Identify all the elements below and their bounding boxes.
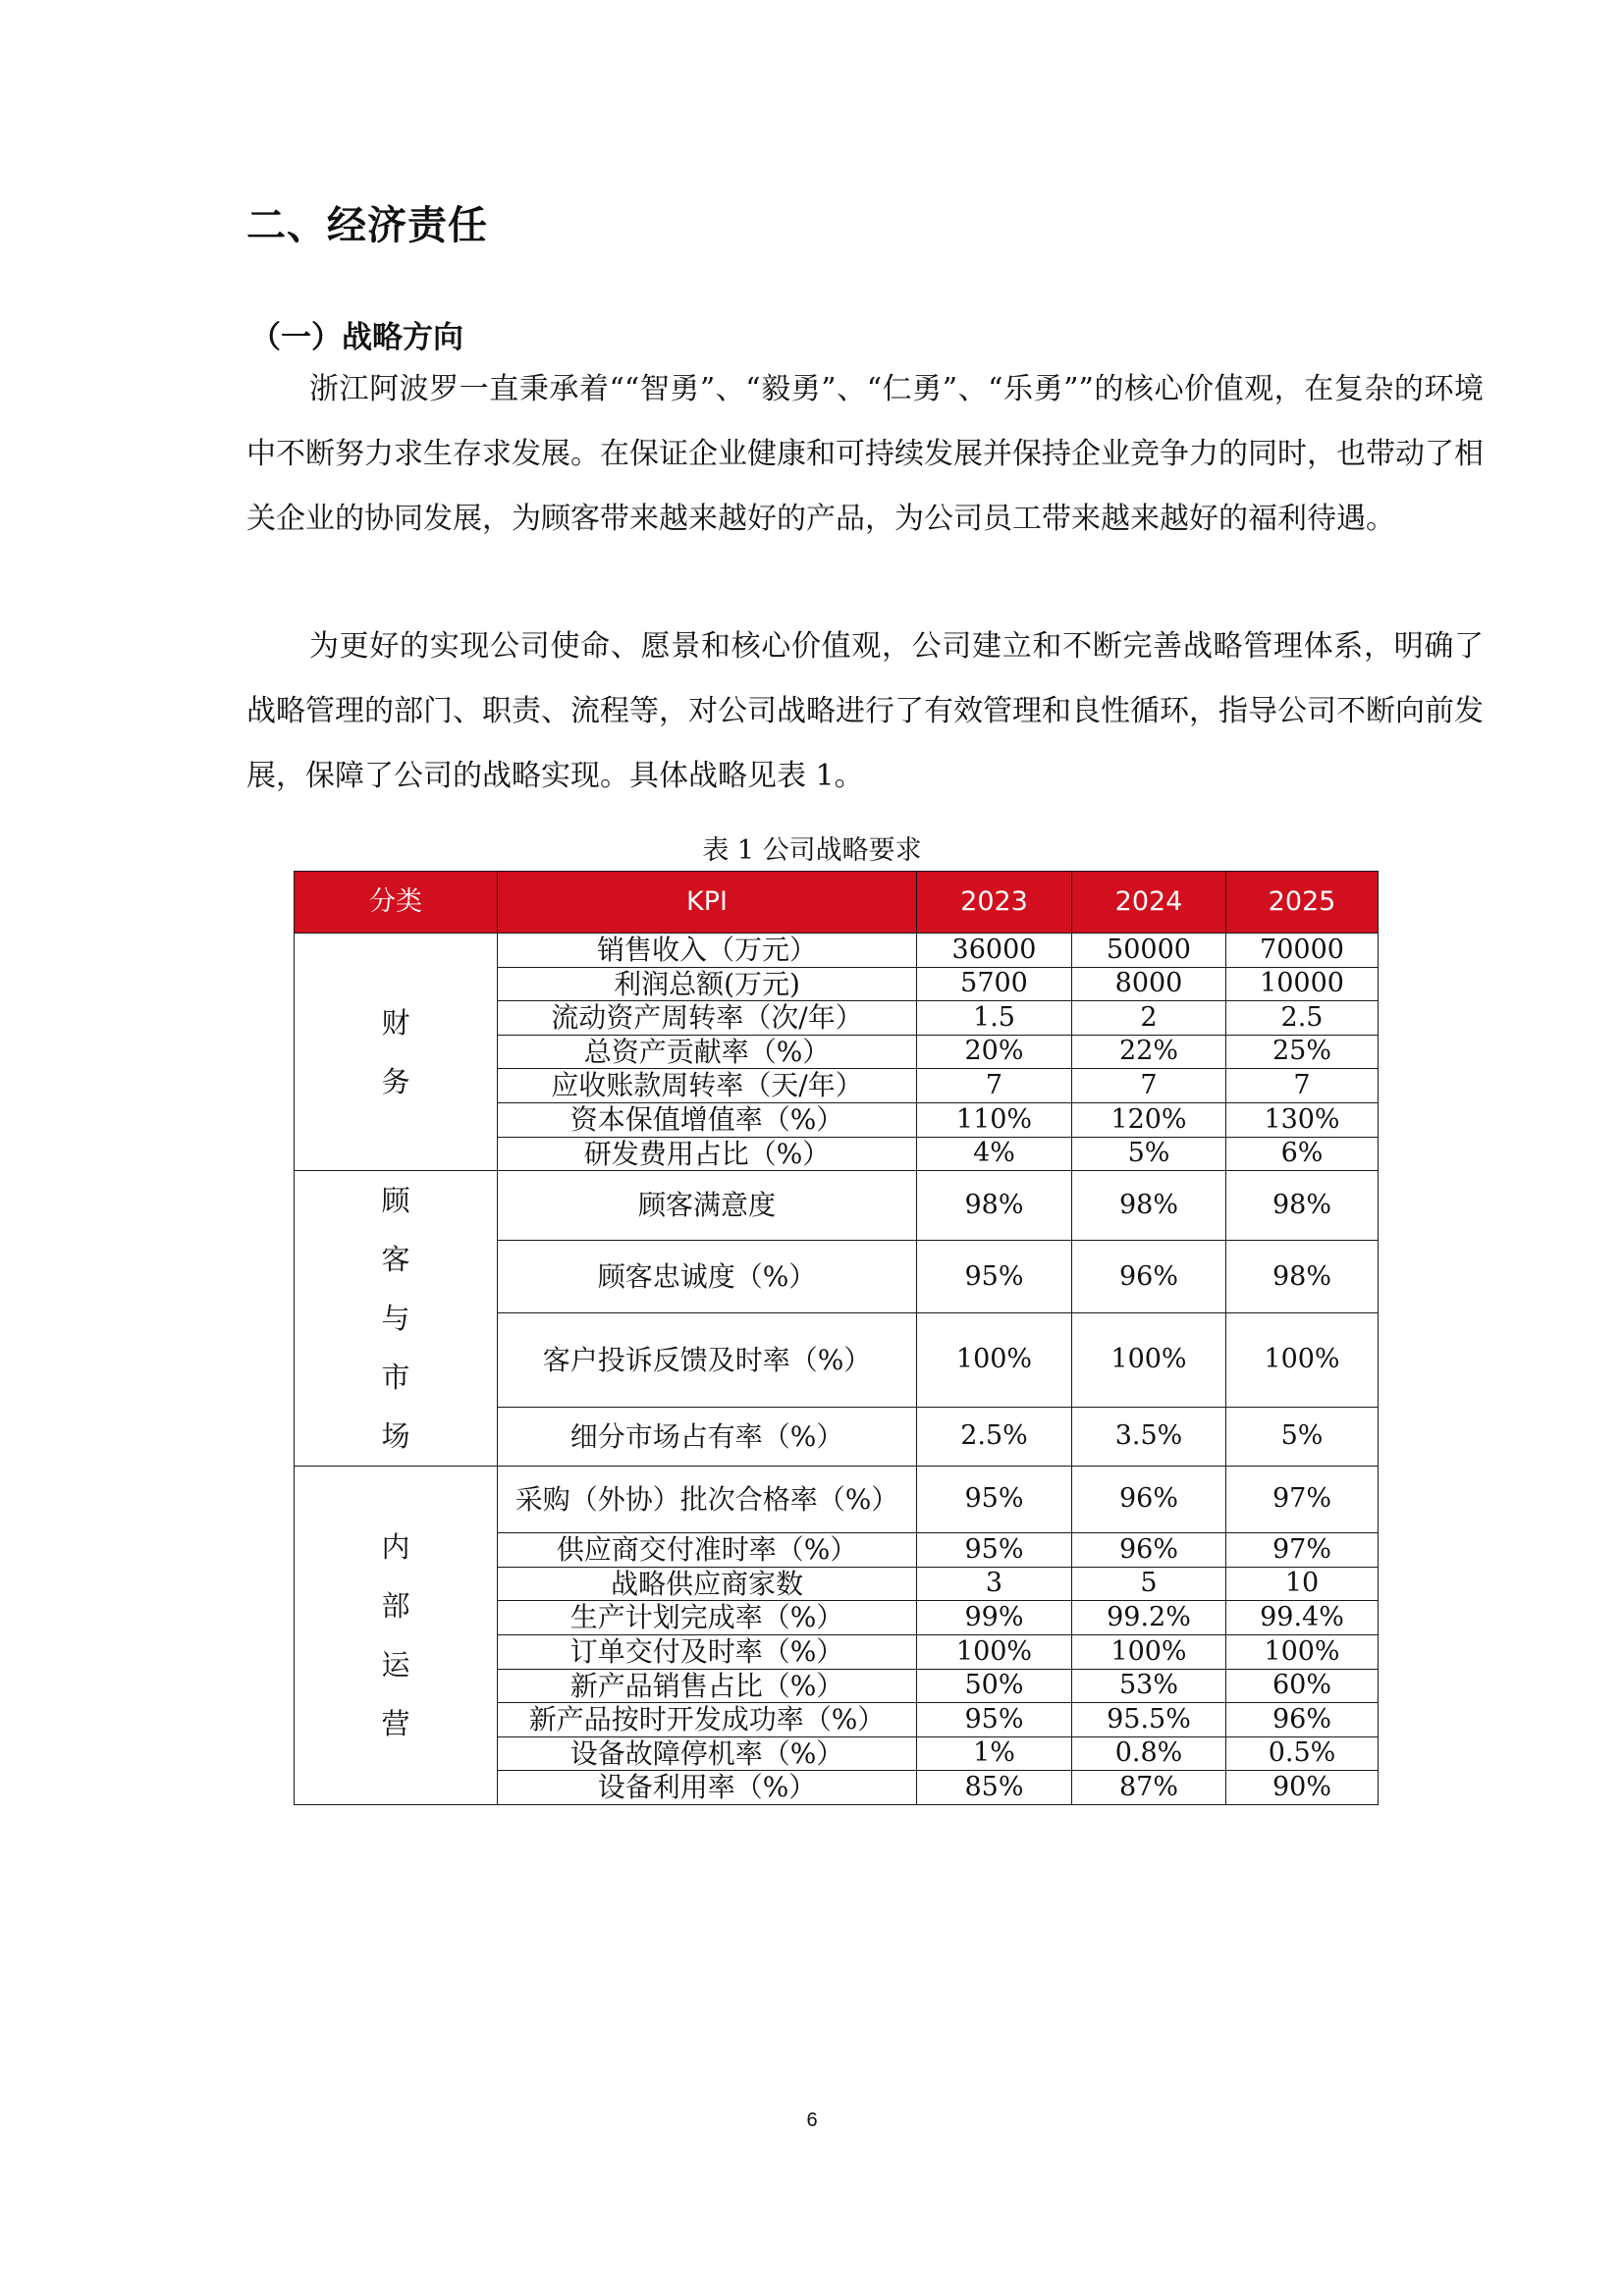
value-2024-cell: 120%	[1072, 1102, 1226, 1137]
table-row	[295, 1171, 1379, 1241]
page-number: 6	[806, 2109, 818, 2131]
value-2024-cell: 96%	[1072, 1467, 1226, 1533]
value-2025-cell: 10000	[1226, 967, 1379, 1001]
value-2024-cell: 96%	[1072, 1241, 1226, 1313]
category-char: 市	[381, 1361, 410, 1395]
value-2025-cell: 60%	[1226, 1669, 1379, 1703]
table-row	[295, 934, 1379, 968]
table-row	[295, 1467, 1379, 1533]
category-char: 运	[381, 1648, 410, 1682]
category-char: 财	[381, 1005, 410, 1040]
category-char: 部	[381, 1589, 410, 1624]
header-category: 分类	[295, 872, 498, 934]
value-2025-cell: 6%	[1226, 1137, 1379, 1171]
subsection-heading: （一）战略方向	[250, 320, 463, 355]
value-2024-cell: 95.5%	[1072, 1703, 1226, 1737]
value-2025-cell: 10	[1226, 1567, 1379, 1601]
kpi-name-cell: 研发费用占比（%）	[498, 1137, 917, 1171]
table-header-row	[295, 872, 1379, 934]
kpi-name-cell: 设备利用率（%）	[498, 1771, 917, 1805]
value-2024-cell: 0.8%	[1072, 1736, 1226, 1771]
kpi-name-cell: 生产计划完成率（%）	[498, 1601, 917, 1635]
value-2025-cell: 0.5%	[1226, 1736, 1379, 1771]
value-2024-cell: 87%	[1072, 1771, 1226, 1805]
kpi-name-cell: 供应商交付准时率（%）	[498, 1533, 917, 1568]
category-char: 场	[381, 1419, 410, 1454]
value-2025-cell: 99.4%	[1226, 1601, 1379, 1635]
value-2023-cell: 5700	[917, 967, 1072, 1001]
kpi-name-cell: 客户投诉反馈及时率（%）	[498, 1313, 917, 1408]
kpi-name-cell: 采购（外协）批次合格率（%）	[498, 1467, 917, 1533]
value-2025-cell: 5%	[1226, 1407, 1379, 1466]
value-2024-cell: 100%	[1072, 1313, 1226, 1408]
value-2023-cell: 100%	[917, 1313, 1072, 1408]
header-kpi: KPI	[498, 872, 917, 934]
value-2023-cell: 4%	[917, 1137, 1072, 1171]
value-2025-cell: 2.5	[1226, 1001, 1379, 1036]
value-2024-cell: 8000	[1072, 967, 1226, 1001]
value-2024-cell: 96%	[1072, 1533, 1226, 1568]
kpi-name-cell: 新产品销售占比（%）	[498, 1669, 917, 1703]
kpi-name-cell: 利润总额(万元)	[498, 967, 917, 1001]
kpi-name-cell: 销售收入（万元）	[498, 934, 917, 968]
value-2025-cell: 96%	[1226, 1703, 1379, 1737]
paragraph-2: 为更好的实现公司使命、愿景和核心价值观，公司建立和不断完善战略管理体系，明确了战略管理的部门、职责、流程等，对公司战略进行了有效管理和良性循环，指导公司不断向前发展，保障了公司的战略实现。具体战略见表 1。	[246, 629, 1484, 793]
value-2025-cell: 98%	[1226, 1171, 1379, 1241]
value-2024-cell: 2	[1072, 1001, 1226, 1036]
value-2024-cell: 3.5%	[1072, 1407, 1226, 1466]
kpi-name-cell: 顾客满意度	[498, 1171, 917, 1241]
value-2025-cell: 100%	[1226, 1634, 1379, 1669]
value-2023-cell: 98%	[917, 1171, 1072, 1241]
value-2023-cell: 100%	[917, 1634, 1072, 1669]
kpi-name-cell: 新产品按时开发成功率（%）	[498, 1703, 917, 1737]
category-cell	[295, 1467, 498, 1805]
kpi-name-cell: 流动资产周转率（次/年）	[498, 1001, 917, 1036]
value-2023-cell: 95%	[917, 1533, 1072, 1568]
kpi-name-cell: 战略供应商家数	[498, 1567, 917, 1601]
header-2023: 2023	[917, 872, 1072, 934]
value-2023-cell: 1%	[917, 1736, 1072, 1771]
value-2023-cell: 36000	[917, 934, 1072, 968]
kpi-name-cell: 订单交付及时率（%）	[498, 1634, 917, 1669]
value-2023-cell: 2.5%	[917, 1407, 1072, 1466]
category-char: 与	[381, 1302, 410, 1336]
kpi-name-cell: 总资产贡献率（%）	[498, 1035, 917, 1069]
value-2025-cell: 97%	[1226, 1533, 1379, 1568]
header-2024: 2024	[1072, 872, 1226, 934]
kpi-name-cell: 应收账款周转率（天/年）	[498, 1069, 917, 1103]
category-char: 务	[381, 1064, 410, 1098]
value-2025-cell: 98%	[1226, 1241, 1379, 1313]
strategy-kpi-table	[294, 871, 1379, 1805]
value-2023-cell: 95%	[917, 1241, 1072, 1313]
kpi-name-cell: 顾客忠诚度（%）	[498, 1241, 917, 1313]
value-2025-cell: 25%	[1226, 1035, 1379, 1069]
value-2023-cell: 85%	[917, 1771, 1072, 1805]
value-2024-cell: 50000	[1072, 934, 1226, 968]
value-2025-cell: 7	[1226, 1069, 1379, 1103]
value-2025-cell: 97%	[1226, 1467, 1379, 1533]
value-2024-cell: 53%	[1072, 1669, 1226, 1703]
value-2025-cell: 70000	[1226, 934, 1379, 968]
value-2023-cell: 99%	[917, 1601, 1072, 1635]
value-2025-cell: 90%	[1226, 1771, 1379, 1805]
value-2024-cell: 7	[1072, 1069, 1226, 1103]
kpi-name-cell: 细分市场占有率（%）	[498, 1407, 917, 1466]
category-char: 客	[381, 1243, 410, 1277]
category-char: 营	[381, 1707, 410, 1741]
value-2024-cell: 5	[1072, 1567, 1226, 1601]
kpi-name-cell: 资本保值增值率（%）	[498, 1102, 917, 1137]
section-heading: 二、经济责任	[246, 203, 488, 248]
value-2023-cell: 95%	[917, 1467, 1072, 1533]
category-cell	[295, 1171, 498, 1467]
category-cell	[295, 934, 498, 1171]
header-2025: 2025	[1226, 872, 1379, 934]
value-2024-cell: 98%	[1072, 1171, 1226, 1241]
table-body	[295, 934, 1379, 1805]
value-2023-cell: 95%	[917, 1703, 1072, 1737]
category-char: 内	[381, 1530, 410, 1565]
table-caption: 表 1 公司战略要求	[702, 835, 922, 866]
value-2024-cell: 5%	[1072, 1137, 1226, 1171]
value-2024-cell: 100%	[1072, 1634, 1226, 1669]
value-2023-cell: 110%	[917, 1102, 1072, 1137]
value-2023-cell: 20%	[917, 1035, 1072, 1069]
kpi-name-cell: 设备故障停机率（%）	[498, 1736, 917, 1771]
value-2024-cell: 22%	[1072, 1035, 1226, 1069]
value-2025-cell: 130%	[1226, 1102, 1379, 1137]
value-2023-cell: 3	[917, 1567, 1072, 1601]
value-2024-cell: 99.2%	[1072, 1601, 1226, 1635]
value-2023-cell: 7	[917, 1069, 1072, 1103]
value-2023-cell: 1.5	[917, 1001, 1072, 1036]
value-2025-cell: 100%	[1226, 1313, 1379, 1408]
paragraph-1: 浙江阿波罗一直秉承着““智勇”、“毅勇”、“仁勇”、“乐勇””的核心价值观，在复杂的环境中不断努力求生存求发展。在保证企业健康和可持续发展并保持企业竞争力的同时，也带动了相关企业的协同发展，为顾客带来越来越好的产品，为公司员工带来越来越好的福利待遇。	[246, 372, 1484, 536]
category-char: 顾	[381, 1184, 410, 1218]
value-2023-cell: 50%	[917, 1669, 1072, 1703]
